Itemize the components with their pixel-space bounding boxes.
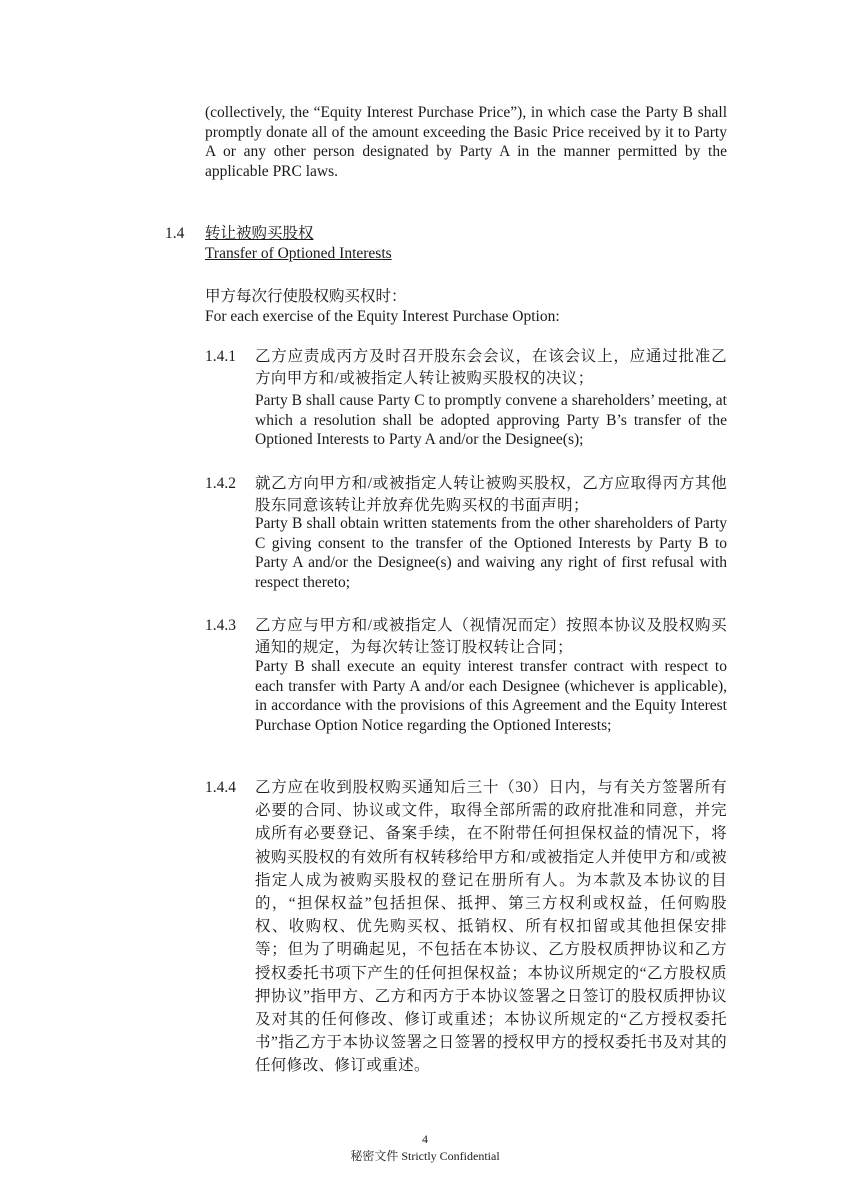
section-number: 1.4 bbox=[165, 225, 185, 242]
clause-number: 1.4.4 bbox=[205, 779, 236, 796]
clause-number: 1.4.3 bbox=[205, 617, 236, 634]
section-title-cn: 转让被购买股权 bbox=[205, 225, 314, 242]
intro-paragraph: (collectively, the “Equity Interest Purchase Price”), in which case the Party B shall promptly donate all of the amount exceeding the Basic Price received by it to Party A or any other person designated by Party A in the manner permitted by the applicable PRC laws. bbox=[205, 104, 727, 180]
clause-text-cn: 乙方应与甲方和/或被指定人（视情况而定）按照本协议及股权购买通知的规定，为每次转让签订股权转让合同； bbox=[255, 617, 727, 656]
section-lead-en: For each exercise of the Equity Interest Purchase Option: bbox=[205, 308, 560, 325]
section-lead-cn: 甲方每次行使股权购买权时： bbox=[205, 288, 407, 305]
clause-text-en: Party B shall cause Party C to promptly convene a shareholders’ meeting, at which a resolution shall be adopted approving Party B’s transfer of the Optioned Interests to Party A and/or the Designee(s); bbox=[255, 392, 727, 449]
section-title-en: Transfer of Optioned Interests bbox=[205, 245, 392, 262]
page-number: 4 bbox=[422, 1132, 428, 1146]
confidential-label: 秘密文件 Strictly Confidential bbox=[350, 1149, 500, 1163]
clause-text-en: Party B shall obtain written statements from the other shareholders of Party C giving consent to the transfer of the Optioned Interests by Party B to Party A and/or the Designee(s) and waiving any right of first refusal with respect thereto; bbox=[255, 515, 727, 591]
clause-number: 1.4.2 bbox=[205, 475, 236, 492]
clause-text-en: Party B shall execute an equity interest transfer contract with respect to each transfer with Party A and/or each Designee (whichever is applicable), in accordance with the provisions of this Agreement and the Equity Interest Purchase Option Notice regarding the Optioned Interests; bbox=[255, 658, 727, 734]
clause-number: 1.4.1 bbox=[205, 348, 236, 365]
clause-text-cn: 就乙方向甲方和/或被指定人转让被购买股权，乙方应取得丙方其他股东同意该转让并放弃优先购买权的书面声明； bbox=[255, 475, 727, 514]
clause-text-cn: 乙方应责成丙方及时召开股东会会议，在该会议上，应通过批准乙方向甲方和/或被指定人转让被购买股权的决议； bbox=[255, 348, 727, 387]
clause-text-cn: 乙方应在收到股权购买通知后三十（30）日内，与有关方签署所有必要的合同、协议或文件，取得全部所需的政府批准和同意，并完成所有必要登记、备案手续，在不附带任何担保权益的情况下，将被购买股权的有效所有权转移给甲方和/或被指定人并使甲方和/或被指定人成为被购买股权的登记在册所有人。为本款及本协议的目的，“担保权益”包括担保、抵押、第三方权利或权益，任何购股权、收购权、优先购买权、抵销权、所有权扣留或其他担保安排等；但为了明确起见，不包括在本协议、乙方股权质押协议和乙方授权委托书项下产生的任何担保权益；本协议所规定的“乙方股权质押协议”指甲方、乙方和丙方于本协议签署之日签订的股权质押协议及对其的任何修改、修订或重述；本协议所规定的“乙方授权委托书”指乙方于本协议签署之日签署的授权甲方的授权委托书及对其的任何修改、修订或重述。 bbox=[255, 779, 727, 1075]
